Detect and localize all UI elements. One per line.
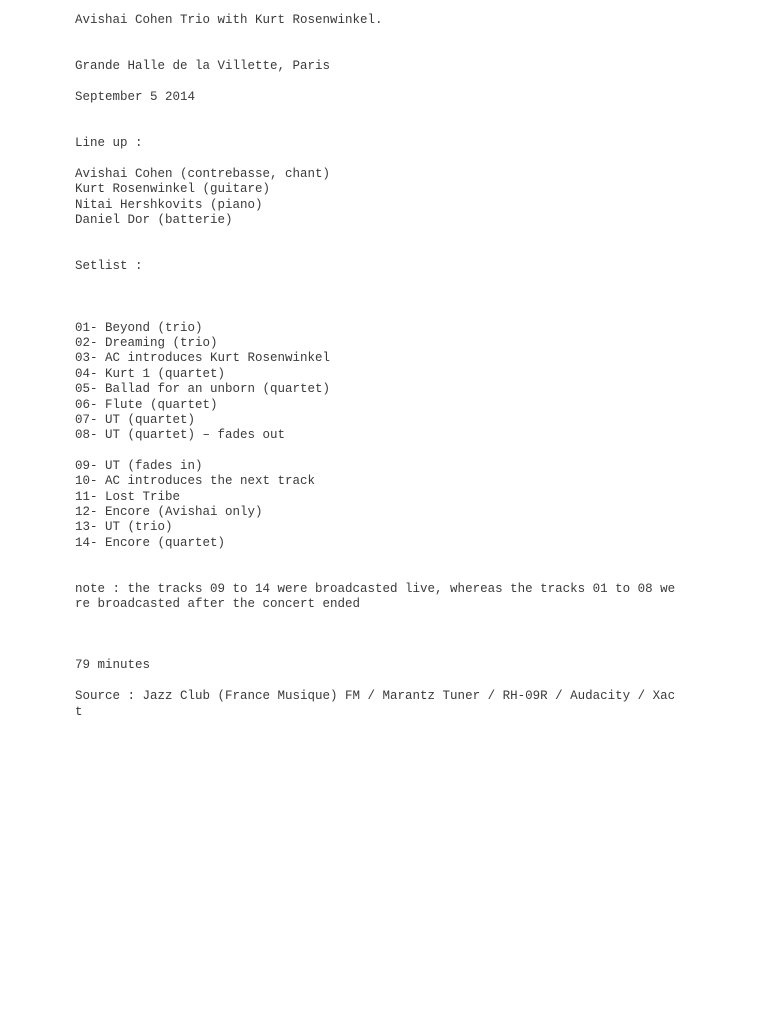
- setlist-track: 03- AC introduces Kurt Rosenwinkel: [75, 351, 331, 365]
- duration-line: 79 minutes: [75, 658, 151, 672]
- setlist-track: 12- Encore (Avishai only): [75, 505, 263, 519]
- lineup-heading: Line up :: [75, 136, 143, 150]
- source-line-1: Source : Jazz Club (France Musique) FM / Marantz Tuner / RH-09R / Audacity / Xac: [75, 689, 676, 703]
- setlist-track: 04- Kurt 1 (quartet): [75, 367, 226, 381]
- venue-line: Grande Halle de la Villette, Paris: [75, 59, 331, 73]
- setlist-track: 05- Ballad for an unborn (quartet): [75, 382, 331, 396]
- note-line-2: re broadcasted after the concert ended: [75, 597, 361, 611]
- date-line: September 5 2014: [75, 90, 196, 104]
- lineup-member: Nitai Hershkovits (piano): [75, 198, 263, 212]
- setlist-track: 11- Lost Tribe: [75, 490, 181, 504]
- note-line-1: note : the tracks 09 to 14 were broadcasted live, whereas the tracks 01 to 08 we: [75, 582, 676, 596]
- setlist-track: 09- UT (fades in): [75, 459, 203, 473]
- setlist-heading: Setlist :: [75, 259, 143, 273]
- setlist-track: 13- UT (trio): [75, 520, 173, 534]
- lineup-member: Avishai Cohen (contrebasse, chant): [75, 167, 331, 181]
- setlist-track: 14- Encore (quartet): [75, 536, 226, 550]
- setlist-track: 06- Flute (quartet): [75, 398, 218, 412]
- setlist-track: 02- Dreaming (trio): [75, 336, 218, 350]
- lineup-member: Kurt Rosenwinkel (guitare): [75, 182, 271, 196]
- document-title: Avishai Cohen Trio with Kurt Rosenwinkel.: [75, 13, 383, 27]
- setlist-track: 07- UT (quartet): [75, 413, 196, 427]
- setlist-track: 01- Beyond (trio): [75, 321, 203, 335]
- lineup-member: Daniel Dor (batterie): [75, 213, 233, 227]
- setlist-track: 10- AC introduces the next track: [75, 474, 316, 488]
- source-line-2: t: [75, 705, 83, 719]
- setlist-track: 08- UT (quartet) – fades out: [75, 428, 286, 442]
